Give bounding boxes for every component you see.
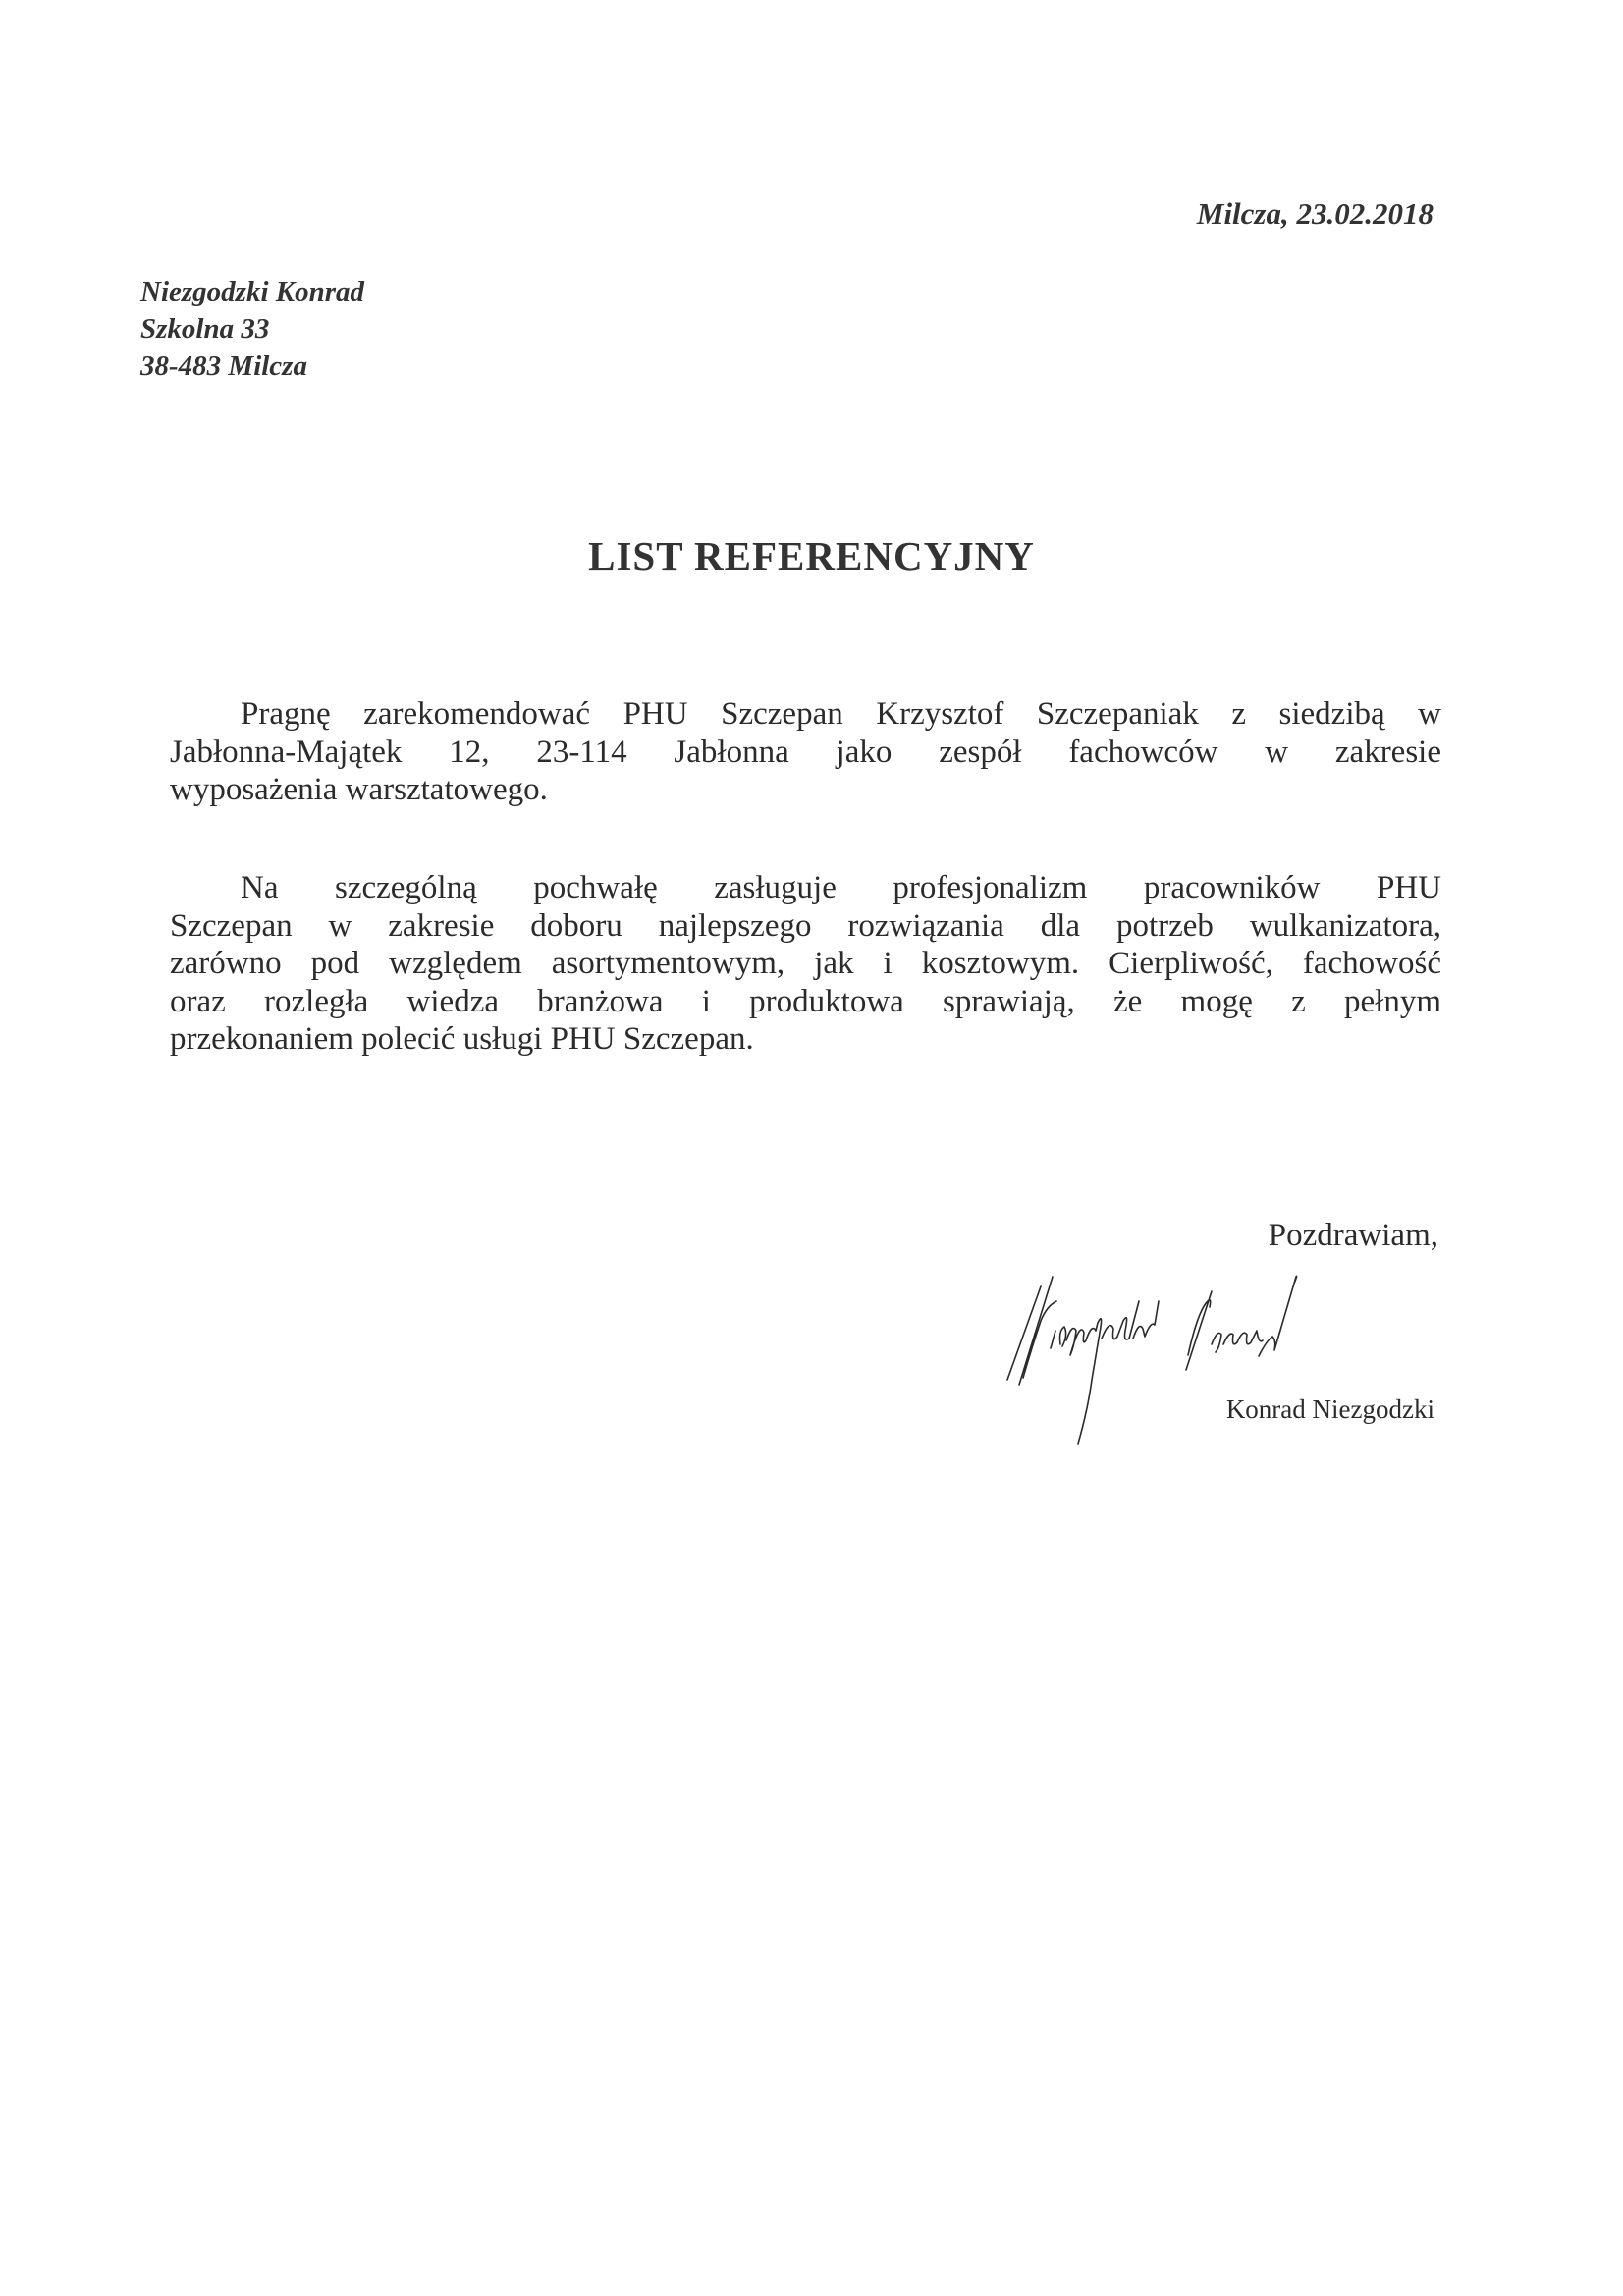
paragraph-line: wyposażenia warsztatowego.	[170, 772, 548, 807]
paragraph-line: Jabłonna-Majątek 12, 23-114 Jabłonna jako zespół fachowców w zakresie	[170, 734, 1441, 770]
closing-greeting: Pozdrawiam,	[1268, 1218, 1438, 1253]
paragraph-2	[170, 869, 1441, 1059]
paragraph-line: Na szczególną pochwałę zasługuje profesjonalizm pracowników PHU	[241, 870, 1441, 905]
sender-city: 38-483 Milcza	[140, 351, 307, 382]
letter-title: LIST REFERENCYJNY	[588, 533, 1035, 578]
paragraph-line: zarówno pod względem asortymentowym, jak i kosztowym. Cierpliwość, fachowość	[170, 946, 1441, 981]
date-line: Milcza, 23.02.2018	[1196, 196, 1434, 231]
paragraph-line: Pragnę zarekomendować PHU Szczepan Krzysztof Szczepaniak z siedzibą w	[241, 696, 1441, 732]
paragraph-1	[170, 695, 1441, 809]
handwritten-signature	[1001, 1262, 1355, 1458]
sender-address	[140, 273, 364, 385]
paragraph-line: przekonaniem polecić usługi PHU Szczepan.	[170, 1021, 754, 1057]
sender-street: Szkolna 33	[140, 313, 270, 345]
paragraph-line: oraz rozległa wiedza branżowa i produktowa sprawiają, że mogę z pełnym	[170, 983, 1441, 1019]
sender-name: Niezgodzki Konrad	[140, 276, 365, 307]
paragraph-line: Szczepan w zakresie doboru najlepszego rozwiązania dla potrzeb wulkanizatora,	[170, 907, 1441, 944]
signer-name: Konrad Niezgodzki	[1225, 1394, 1434, 1424]
